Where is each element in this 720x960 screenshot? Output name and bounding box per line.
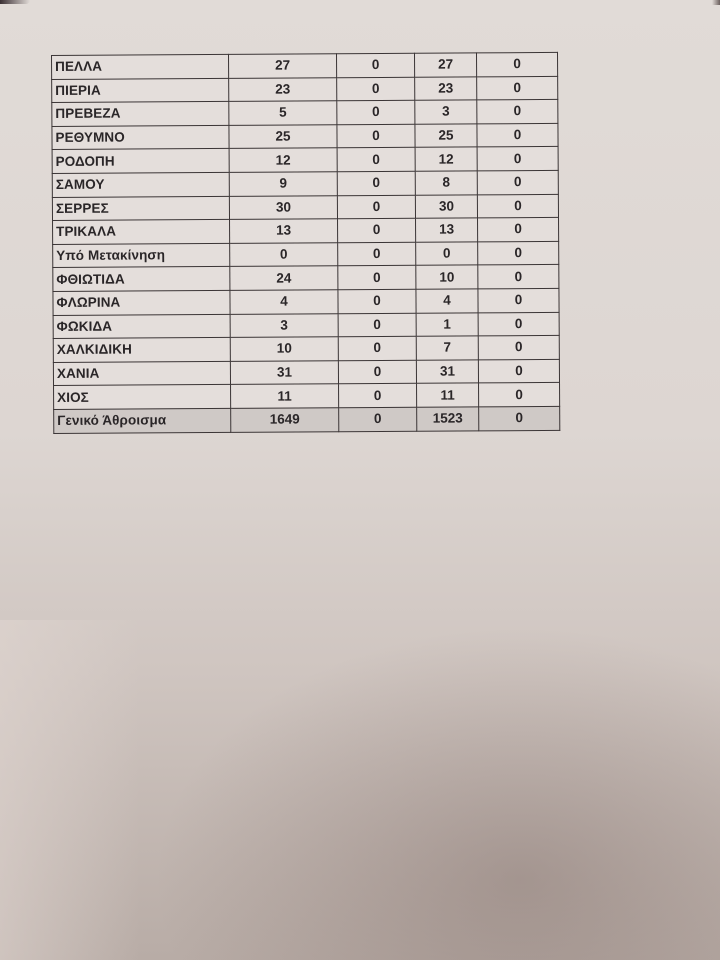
table-row [52, 170, 558, 197]
value-col-4: 0 [478, 218, 559, 242]
table-body [52, 52, 560, 433]
value-col-2: 0 [338, 289, 416, 313]
table-row [52, 52, 558, 79]
prefecture-name: ΦΩΚΙΔΑ [53, 314, 230, 339]
value-col-3: 10 [416, 265, 478, 289]
table-row [53, 265, 559, 292]
value-col-2: 0 [337, 171, 415, 195]
total-col-4: 0 [479, 406, 560, 430]
prefecture-name: ΦΘΙΩΤΙΔΑ [53, 267, 230, 292]
value-col-3: 31 [416, 360, 478, 384]
value-col-1: 31 [230, 360, 338, 384]
value-col-3: 25 [415, 124, 477, 148]
table-row [53, 336, 559, 363]
value-col-1: 3 [230, 313, 338, 337]
value-col-4: 0 [477, 170, 558, 194]
prefecture-name: ΤΡΙΚΑΛΑ [53, 220, 230, 245]
value-col-3: 23 [415, 76, 477, 100]
value-col-4: 0 [477, 100, 558, 124]
value-col-1: 25 [229, 125, 337, 149]
total-col-3: 1523 [417, 407, 479, 431]
value-col-3: 4 [416, 289, 478, 313]
value-col-2: 0 [337, 148, 415, 172]
value-col-4: 0 [477, 76, 558, 100]
table-container [51, 52, 560, 434]
value-col-3: 7 [416, 336, 478, 360]
prefecture-name: ΧΑΛΚΙΔΙΚΗ [53, 338, 230, 363]
prefecture-name: ΡΕΘΥΜΝΟ [52, 125, 229, 150]
value-col-1: 13 [230, 219, 338, 243]
value-col-4: 0 [479, 383, 560, 407]
value-col-4: 0 [477, 147, 558, 171]
value-col-2: 0 [338, 336, 416, 360]
value-col-3: 13 [416, 218, 478, 242]
value-col-4: 0 [478, 288, 559, 312]
prefecture-name: ΠΙΕΡΙΑ [52, 78, 229, 103]
value-col-1: 11 [231, 384, 339, 408]
value-col-3: 27 [414, 53, 476, 77]
total-label: Γενικό Άθροισμα [54, 408, 231, 433]
total-col-2: 0 [339, 407, 417, 431]
value-col-3: 1 [416, 312, 478, 336]
table-row [52, 123, 558, 150]
prefecture-name: ΠΕΛΛΑ [52, 54, 229, 79]
value-col-2: 0 [338, 360, 416, 384]
value-col-2: 0 [337, 100, 415, 124]
value-col-2: 0 [338, 313, 416, 337]
value-col-1: 23 [229, 77, 337, 101]
value-col-2: 0 [338, 218, 416, 242]
table-row [53, 312, 559, 339]
value-col-3: 3 [415, 100, 477, 124]
prefecture-name: ΧΑΝΙΑ [53, 361, 230, 386]
total-col-1: 1649 [231, 408, 339, 432]
table-row [52, 76, 558, 103]
value-col-1: 4 [230, 290, 338, 314]
value-col-2: 0 [337, 77, 415, 101]
value-col-1: 24 [230, 266, 338, 290]
value-col-4: 0 [477, 123, 558, 147]
table-row [52, 194, 558, 221]
value-col-2: 0 [339, 384, 417, 408]
prefecture-name: ΣΕΡΡΕΣ [52, 196, 229, 221]
table-row [54, 383, 560, 410]
value-col-1: 9 [229, 172, 337, 196]
value-col-3: 30 [415, 194, 477, 218]
value-col-4: 0 [478, 336, 559, 360]
prefecture-name: Υπό Μετακίνηση [53, 243, 230, 268]
value-col-1: 5 [229, 101, 337, 125]
table-row [53, 359, 559, 386]
value-col-3: 8 [415, 171, 477, 195]
corner-shadow-right [712, 0, 720, 5]
table-row [53, 218, 559, 245]
value-col-4: 0 [476, 52, 557, 76]
prefecture-name: ΠΡΕΒΕΖΑ [52, 102, 229, 127]
prefecture-name: ΡΟΔΟΠΗ [52, 149, 229, 174]
value-col-2: 0 [338, 242, 416, 266]
prefecture-table [51, 52, 560, 434]
value-col-2: 0 [338, 266, 416, 290]
table-row [53, 241, 559, 268]
value-col-1: 30 [229, 195, 337, 219]
table-row [52, 147, 558, 174]
value-col-3: 11 [417, 383, 479, 407]
corner-shadow [0, 0, 30, 4]
total-row [54, 406, 560, 433]
table-row [52, 100, 558, 127]
value-col-4: 0 [478, 359, 559, 383]
value-col-2: 0 [337, 124, 415, 148]
value-col-3: 0 [416, 242, 478, 266]
value-col-4: 0 [478, 265, 559, 289]
value-col-4: 0 [478, 312, 559, 336]
value-col-1: 0 [230, 243, 338, 267]
value-col-1: 10 [230, 337, 338, 361]
light-reflection [0, 620, 140, 960]
value-col-2: 0 [336, 53, 414, 77]
value-col-2: 0 [337, 195, 415, 219]
value-col-3: 12 [415, 147, 477, 171]
prefecture-name: ΦΛΩΡΙΝΑ [53, 290, 230, 315]
value-col-1: 12 [229, 148, 337, 172]
prefecture-name: ΣΑΜΟΥ [52, 172, 229, 197]
value-col-4: 0 [478, 241, 559, 265]
prefecture-name: ΧΙΟΣ [54, 385, 231, 410]
value-col-4: 0 [477, 194, 558, 218]
value-col-1: 27 [228, 54, 336, 78]
table-row [53, 288, 559, 315]
